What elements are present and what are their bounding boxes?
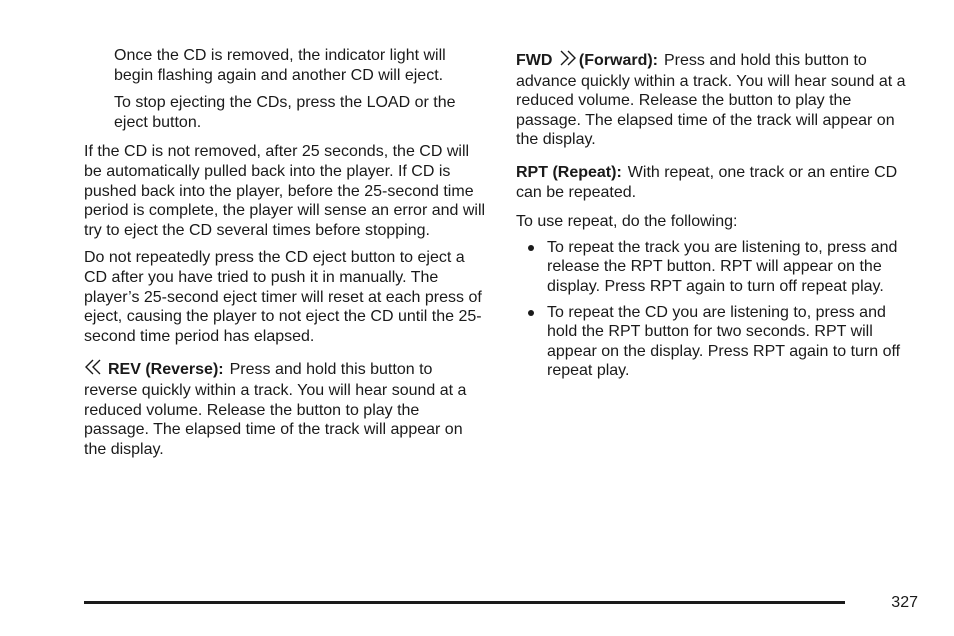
paragraph: Once the CD is removed, the indicator light will begin flashing again and another CD will eject. — [114, 47, 446, 84]
fwd-label-post: (Forward): — [578, 52, 658, 69]
bullet-list — [516, 238, 920, 381]
page-number: 327 — [891, 594, 918, 611]
footer-rule — [84, 601, 845, 604]
list-item — [516, 303, 920, 381]
rpt-paragraph — [516, 163, 920, 202]
rev-text: Press and hold this button to reverse quickly within a track. You will hear sound at a reduced volume. Release the button to play the passage. The elapsed time of the track will appear on the display. — [84, 361, 467, 458]
rev-label: REV (Reverse): — [108, 361, 224, 379]
fwd-text: Press and hold this button to advance quickly within a track. You will hear sound at a reduced volume. Release the button to play the passage. The elapsed time of the track will appear on the display. — [516, 52, 906, 149]
fwd-label: FWD — [516, 52, 553, 69]
list-item-text: To repeat the CD you are listening to, press and hold the RPT button for two seconds. RPT will appear on the display. Press RPT again to turn off repeat play. — [547, 303, 901, 380]
paragraph: If the CD is not removed, after 25 seconds, the CD will be automatically pulled back into the player. If CD is pushed back into the player, before the 25-second time period is complete, the player will sense an error and will try to eject the CD several times before stopping. — [84, 143, 486, 239]
paragraph: To stop ejecting the CDs, press the LOAD or the eject button. — [114, 94, 456, 131]
rewind-double-chevron-icon — [84, 359, 108, 381]
left-column — [84, 46, 488, 459]
bullet-icon — [528, 245, 534, 251]
paragraph: Do not repeatedly press the CD eject button to eject a CD after you have tried to push it in manually. The player’s 25-second eject timer will reset at each press of eject, causing the player to not eject the CD until the 25-second time period has elapsed. — [84, 249, 482, 345]
rpt-label: RPT (Repeat): — [516, 163, 622, 181]
rpt-text: With repeat, one track or an entire CD can be repeated. — [516, 163, 898, 201]
list-item-text: To repeat the track you are listening to, press and release the RPT button. RPT will appear on the display. Press RPT again to turn off repeat play. — [547, 238, 898, 295]
forward-double-chevron-icon — [557, 50, 579, 72]
bullet-icon — [528, 310, 534, 316]
fwd-paragraph — [516, 50, 920, 150]
rev-paragraph — [84, 359, 488, 459]
paragraph: To use repeat, do the following: — [516, 213, 738, 231]
right-column — [516, 50, 920, 381]
list-item — [516, 238, 920, 297]
